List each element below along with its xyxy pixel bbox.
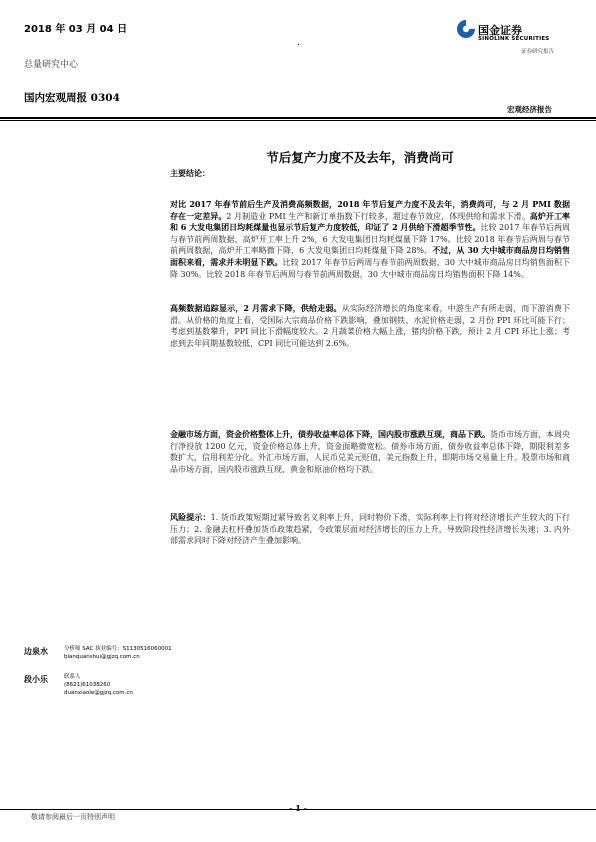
header-rule-thin — [0, 120, 596, 121]
logo-english: SINOLINK SECURITIES — [478, 36, 550, 42]
author-info: 联系人 (8621)61038260 duanxiaole@gjzq.com.cn — [64, 674, 133, 696]
paragraph-production: 对比 2017 年春节前后生产及消费高频数据，2018 年节后复产力度不及去年，消费尚可，与 2 月 PMI 数据存在一定差异。2 月制造业 PMI 生产和新订单指数下行较多，超过春节效应，体现供给和需求下滑。高炉开工率和 6 大发电集团日均耗煤量也显示节后复产力度较低，印证了 2 月供给下滑超季节性。比较 2017 年春节后两周与春节前两周数据，高炉开工率上升 2%，6 大发电集团日均耗煤量下降 17%。比较 2018 年春节后两周与春节前两周数据，高炉开工率略微下降，6 大发电集团日均耗煤量下降 28%。不过，从 30 大中城市商品房日均销售面积来看，需求并未明显下跌。比较 2017 年春节后两周与春节前两周数据，30 大中城市商品房日均销售面积下降 30%。比较 2018 年春节后两周与春节前两周数据，30 大中城市商品房日均销售面积下降 14%。 — [170, 199, 571, 279]
department: 总量研究中心 — [24, 60, 79, 70]
paragraph-financial-markets: 金融市场方面，资金价格整体上升，债券收益率总体下降，国内股市涨跌互现，商品下跌。货币市场方面，本周央行净投放 1200 亿元，资金价格总体上升，资金面略微宽松。债券市场方面，债券收益率总体下降，期限利差多数扩大，信用利差分化。外汇市场方面，人民币兑美元贬值，美元指数上升，即期市场交易量上升。股票市场和商品市场方面，国内股市涨跌互现，黄金和原油价格均下跌。 — [170, 429, 570, 474]
main-title: 节后复产力度不及去年，消费尚可 — [266, 150, 454, 165]
report-date: 2018 年 03 月 04 日 — [24, 24, 128, 35]
header-dot: · — [297, 40, 301, 51]
author-name: 边泉水 — [24, 646, 48, 656]
report-type: 宏观经济报告 — [507, 105, 552, 114]
paragraph-high-frequency: 高频数据追踪显示，2 月需求下降，供给走弱。从实际经济增长的角度来看，中游生产有所走弱，而下游消费下滑。从价格的角度上看，受国际大宗商品价格下跌影响，叠加钢铁、水泥价格走弱，2 月份 PPI 环比可能下行；考虑到基数攀升，PPI 同比下滑幅度较大。2 月蔬菜价格大幅上涨，猪肉价格下跌，预计 2 月 CPI 环比上涨；考虑到去年同期基数较低，CPI 同比可能达到 2.6%。 — [170, 303, 570, 348]
page-number: - 1 - — [289, 803, 307, 813]
author-info: 分析师 SAC 执业编号：S1130516060001 bianquanshui@gjzq.com.cn — [64, 646, 172, 660]
paragraph-risk: 风险提示：1. 货币政策短期过紧导致名义利率上升，同时物价下滑，实际利率上行将对经济增长产生较大的下行压力；2. 金融去杠杆叠加货币政策趋紧，令政策层面对经济增长的压力上升，导致阶段性经济增长失速；3. 内外部需求同时下降对经济产生叠加影响。 — [170, 512, 571, 546]
conclusion-label: 主要结论： — [170, 168, 210, 178]
report-title: 国内宏观周报 0304 — [24, 92, 120, 104]
logo-text: 国金证券 — [478, 24, 522, 37]
header-rule-thick — [0, 117, 596, 119]
footer-disclaimer: 敬请参阅最后一页特别声明 — [31, 813, 115, 821]
author-name: 段小乐 — [24, 674, 48, 684]
footer-rule — [0, 809, 596, 810]
header-subtitle: 证券研究报告 — [521, 49, 555, 55]
